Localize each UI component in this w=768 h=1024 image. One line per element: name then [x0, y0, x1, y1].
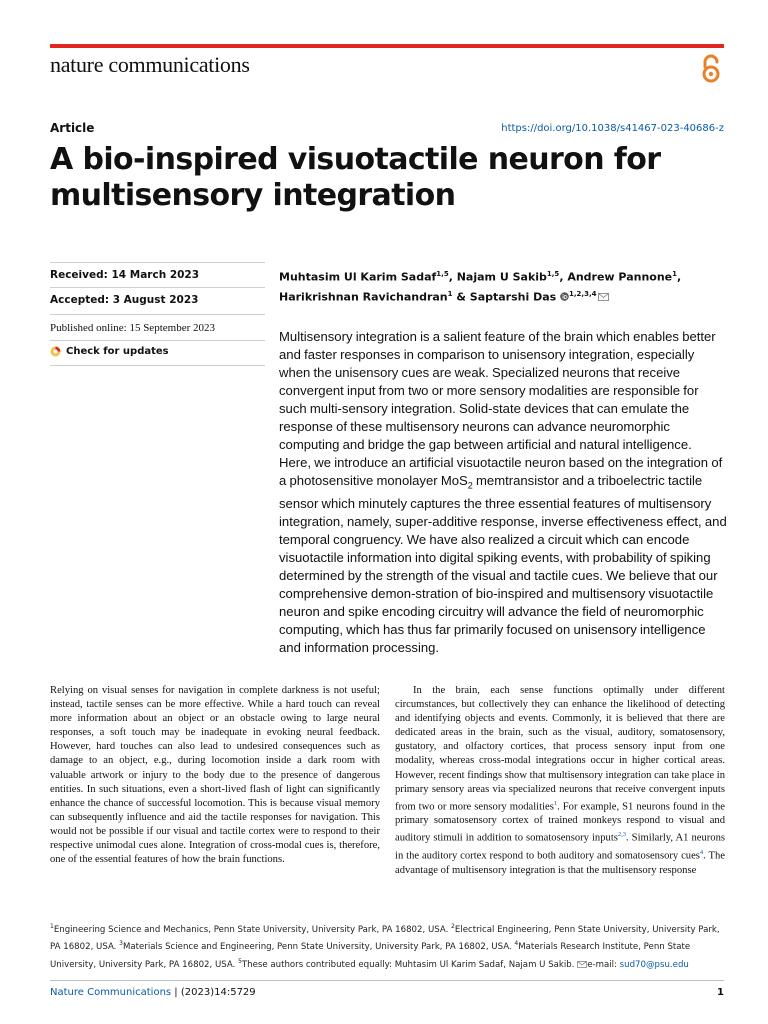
author-separator: ,: [677, 270, 682, 284]
affiliation-text: Materials Research Institute, Penn State University, University Park, PA 16802, USA.: [50, 942, 691, 970]
author-name[interactable]: Saptarshi Das: [469, 290, 557, 304]
author-affiliation: 1: [447, 289, 453, 298]
author-separator: &: [452, 290, 470, 304]
check-updates-icon: [50, 346, 61, 357]
sidebar-divider: [50, 262, 265, 263]
orcid-icon[interactable]: [560, 292, 569, 301]
title-line-2: multisensory integration: [50, 178, 456, 213]
accepted-date: Accepted: 3 August 2023: [50, 294, 199, 306]
author-affiliation: 1,2,3,4: [569, 289, 597, 298]
body-text: . The advantage of multisensory integration is that the multisensory response: [395, 850, 725, 876]
citation-ref[interactable]: 2,3: [617, 831, 627, 839]
sidebar-divider: [50, 287, 265, 288]
footer-journal-link[interactable]: Nature Communications: [50, 987, 172, 998]
body-column-left: Relying on visual senses for navigation in complete darkness is not useful; instead, tactile senses can be more effective. While a hard touch can reveal more information about an object or an obstacle owing to large neural responses, a soft touch may be inadequate in evoking neural feedback. However, hard touches can also lead to undesired consequences such as damage to an object, e.g., during locomotion inside a dark room with valuable artwork or injury to the body due to the presence of dangerous entities. In such situations, even a short-lived flash of light can significantly enhance the chance of successful locomotion. This is because visual memory can subsequently influence and aid the tactile responses for navigation. This would not be possible if our visual and tactile cortex were to respond to their respective unimodal cues alone. Integration of cross-modal cues is, therefore, one of the essential features of how the brain functions.: [50, 685, 380, 866]
check-updates-label: Check for updates: [66, 346, 169, 357]
affiliation-text: These authors contributed equally: Muhtasim Ul Karim Sadaf, Najam U Sakib.: [241, 959, 578, 970]
author-affiliation: 1,5: [546, 270, 560, 278]
footer-divider: [50, 980, 724, 981]
affiliation-text: Electrical Engineering, Penn State University, University Park, PA 16802, USA.: [50, 924, 720, 953]
received-date: Received: 14 March 2023: [50, 269, 200, 281]
check-for-updates-button[interactable]: [50, 346, 265, 357]
body-column-right: [395, 684, 725, 878]
affiliation-text: Engineering Science and Mechanics, Penn State University, University Park, PA 16802, USA.: [53, 924, 452, 935]
author-affiliation: 1: [672, 270, 677, 278]
body-text: In the brain, each sense functions optimally under different circumstances, but collectively they can enhance the likelihood of detecting and identifying objects and events. Commonly, it is believed that there are dedicated areas in the brain, such as the visual, auditory, somatosensory, gustatory, and olfactory cortices, that process sensory input from one modality, whereas cross-modal integrations occur in higher cortical areas. However, recent findings show that multisensory integration can take place in primary sensory areas via specialized neurons that receive convergent inputs from two or more sensory modalities: [395, 685, 725, 813]
author-list: [279, 266, 729, 305]
author-name[interactable]: Najam U Sakib: [456, 270, 547, 284]
affiliation-number: 1: [50, 923, 54, 930]
title-line-1: A bio-inspired visuotactile neuron for: [50, 142, 661, 177]
citation-ref[interactable]: 4: [699, 849, 704, 857]
journal-name[interactable]: nature communications: [50, 52, 250, 77]
body-text: . Similarly, A1 neurons in the auditory cortex respond to both auditory and somatosensory cues: [395, 833, 725, 862]
email-icon: [577, 961, 587, 968]
author-separator: ,: [559, 270, 568, 284]
author-affiliation: 1,5: [436, 270, 449, 278]
article-title: [50, 142, 730, 214]
doi-link[interactable]: https://doi.org/10.1038/s41467-023-40686-z: [501, 123, 724, 134]
footer-volume: (2023)14:5729: [180, 987, 256, 998]
header-accent-rule: [50, 44, 724, 48]
affiliations: [50, 920, 726, 972]
footer-separator: |: [171, 987, 181, 998]
abstract-subscript: 2: [467, 480, 473, 491]
affiliation-number: 2: [451, 923, 455, 930]
author-name[interactable]: Andrew Pannone: [567, 270, 673, 284]
affiliation-number: 3: [119, 940, 123, 948]
sidebar-divider: [50, 340, 265, 341]
abstract-text: [279, 328, 727, 657]
abstract-part: Multisensory integration is a salient feature of the brain which enables better and faster responses in comparison to unisensory integration, especially when the unisensory cues are weak. Specialized neurons that receive convergent input from two or more sensory modalities are responsible for such multi-sensory integration. Solid-state devices that can emulate the response of these multisensory neurons can advance neuromorphic computing and bridge the gap between artificial and natural intelligence. Here, we introduce an artificial visuotactile neuron based on the integration of a photosensitive monolayer MoS: [279, 329, 723, 488]
email-link[interactable]: sud70@psu.edu: [619, 959, 689, 970]
sidebar-divider: [50, 365, 265, 366]
author-name[interactable]: Harikrishnan Ravichandran: [279, 290, 448, 304]
open-access-icon[interactable]: [699, 54, 723, 84]
author-separator: ,: [448, 270, 457, 284]
email-icon[interactable]: [598, 293, 609, 301]
citation-ref[interactable]: 1: [553, 799, 558, 807]
email-label: e-mail:: [587, 959, 620, 970]
affiliation-number: 4: [514, 940, 519, 948]
sidebar-divider: [50, 314, 265, 315]
body-text: . For example, S1 neurons found in the primary somatosensory cortex of trained monkeys respond to visual and auditory stimuli in addition to somatosensory inputs: [395, 801, 725, 844]
footer-citation: [50, 987, 256, 998]
page-number: 1: [717, 987, 724, 998]
published-date: Published online: 15 September 2023: [50, 322, 215, 334]
author-name[interactable]: Muhtasim Ul Karim Sadaf: [279, 270, 437, 284]
article-type-label: Article: [50, 121, 95, 135]
affiliation-number: 5: [238, 957, 242, 965]
affiliation-text: Materials Science and Engineering, Penn State University, University Park, PA 16802, USA.: [122, 942, 515, 953]
abstract-part: memtransistor and a triboelectric tactile sensor which minutely captures the three essential features of multisensory integration, namely, super-additive response, inverse effectiveness effect, and temporal congruency. We have also realized a circuit which can encode visuotactile information into digital spiking events, with probability of spiking determined by the strength of the visual and tactile cues. We believe that our comprehensive demon-stration of bio-inspired and multisensory visuotactile neuron and spike encoding circuitry will advance the field of neuromorphic computing, which has thus far primarily focused on unisensory intelligence and information processing.: [279, 473, 727, 655]
